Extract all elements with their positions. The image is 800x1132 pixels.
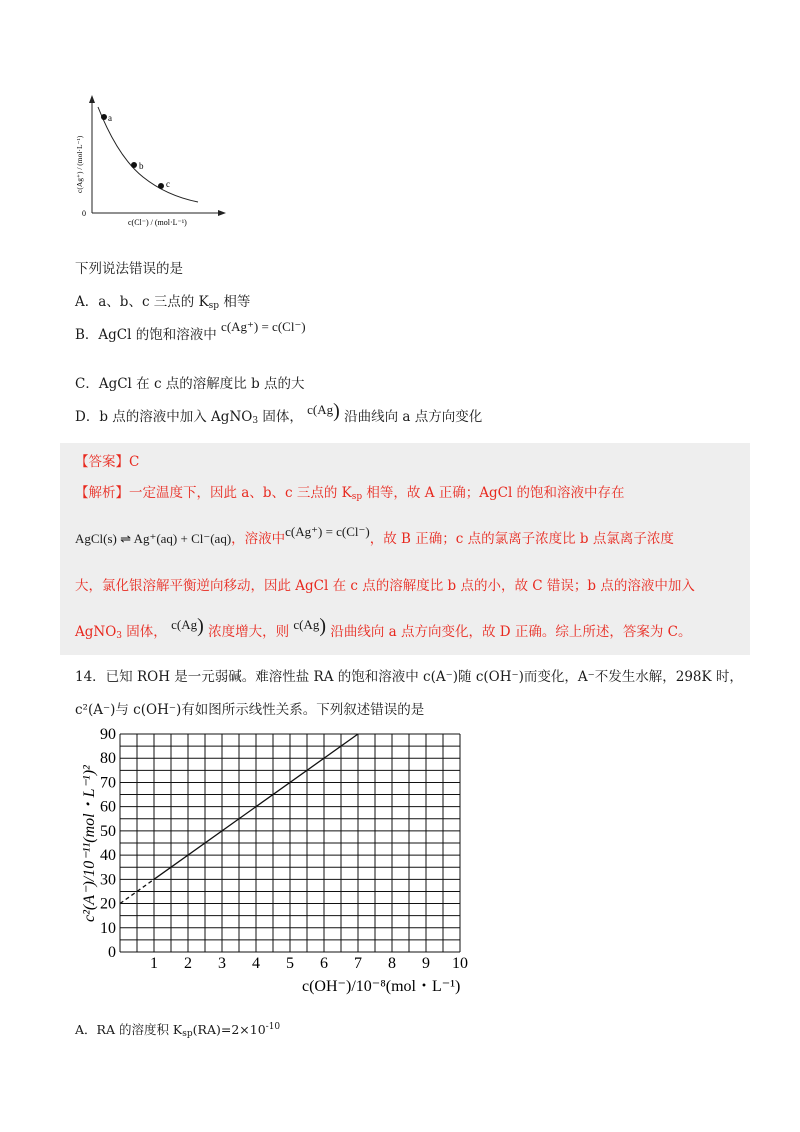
y-tick-label: 80	[100, 750, 116, 768]
y-tick-label: 60	[100, 798, 116, 816]
x-tick-label: 8	[388, 955, 396, 972]
figure-ksp-curve	[68, 95, 228, 230]
answer-box	[60, 443, 750, 655]
x-tick-label: 9	[422, 955, 430, 972]
q13-option-d: D．b 点的溶液中加入 AgNO$_3$ 固体， c(Ag) 沿曲线向 a 点方向变化	[75, 400, 483, 426]
q13-option-a: A．a、b、c 三点的 $K_{sp}$ 相等	[75, 294, 251, 311]
point-a	[101, 114, 107, 120]
y-tick-label: 10	[100, 919, 116, 937]
chart-x-label: c(OH⁻)/10⁻⁸(mol・L⁻¹)	[302, 978, 461, 995]
y-tick-label: 30	[100, 871, 116, 889]
q14-line-2: c²(A⁻)与 c(OH⁻)有如图所示线性关系。下列叙述错误的是	[75, 702, 425, 718]
y-tick-label: 70	[100, 774, 116, 792]
y-tick-label: 90	[100, 726, 116, 743]
x-tick-label: 6	[320, 955, 328, 972]
q13-option-b: B．AgCl 的饱和溶液中 c(Ag⁺) = c(Cl⁻)	[75, 319, 306, 343]
chart-y-label: c²(A⁻)/10⁻¹¹(mol・L⁻¹)²	[81, 765, 98, 922]
y-tick-label: 50	[100, 822, 116, 840]
x-tick-label: 5	[286, 955, 294, 972]
x-tick-label: 7	[354, 955, 362, 972]
x-tick-label: 1	[150, 955, 158, 972]
point-c	[158, 183, 164, 189]
answer-line: 【答案】C	[75, 454, 140, 470]
analysis-line-2: AgCl(s) ⇌ Ag⁺(aq) + Cl⁻(aq)，溶液中c(Ag⁺) = c(Cl⁻)，故 B 正确；c 点的氯离子浓度比 b 点氯离子浓度	[75, 524, 674, 547]
x-tick-label: 2	[184, 955, 192, 972]
chart-linear	[70, 722, 490, 1002]
point-c-label: c	[166, 179, 170, 189]
origin-label: 0	[82, 209, 86, 218]
q14-option-a: A．RA 的溶度积 $K_{sp}(RA)=2\times 10^{-10}$	[75, 1022, 281, 1039]
y-tick-label: 40	[100, 847, 116, 865]
x-tick-label: 3	[218, 955, 226, 972]
point-b	[131, 162, 137, 168]
point-b-label: b	[139, 161, 144, 171]
analysis-line-4: AgNO$_3$ 固体， c(Ag) 浓度增大，则 c(Ag) 沿曲线向 a 点方向变化，故 D 正确。综上所述，答案为 C。	[75, 615, 692, 641]
point-a-label: a	[108, 113, 112, 123]
formula-b: c(Ag⁺) = c(Cl⁻)	[221, 319, 306, 334]
analysis-line-1: 【解析】一定温度下，因此 a、b、c 三点的 $K_{sp}$ 相等，故 A 正确；AgCl 的饱和溶液中存在	[75, 485, 625, 502]
x-tick-label: 10	[452, 955, 468, 972]
y-tick-label: 0	[108, 944, 116, 961]
y-tick-label: 20	[100, 895, 116, 913]
q13-stem: 下列说法错误的是	[75, 261, 183, 277]
analysis-line-3: 大，氯化银溶解平衡逆向移动，因此 AgCl 在 c 点的溶解度比 b 点的小，故 C 错误；b 点的溶液中加入	[75, 578, 695, 594]
q14-line-1: 14．已知 ROH 是一元弱碱。难溶性盐 RA 的饱和溶液中 c(A⁻)随 c(OH⁻)而变化，A⁻不发生水解，298K 时，	[75, 669, 743, 685]
x-tick-label: 4	[252, 955, 260, 972]
x-axis-label: c(Cl⁻) / (mol·L⁻¹)	[128, 218, 187, 227]
y-axis-label: c(Ag⁺) / (mol·L⁻¹)	[75, 135, 84, 193]
q13-option-c: C．AgCl 在 c 点的溶解度比 b 点的大	[75, 376, 305, 392]
